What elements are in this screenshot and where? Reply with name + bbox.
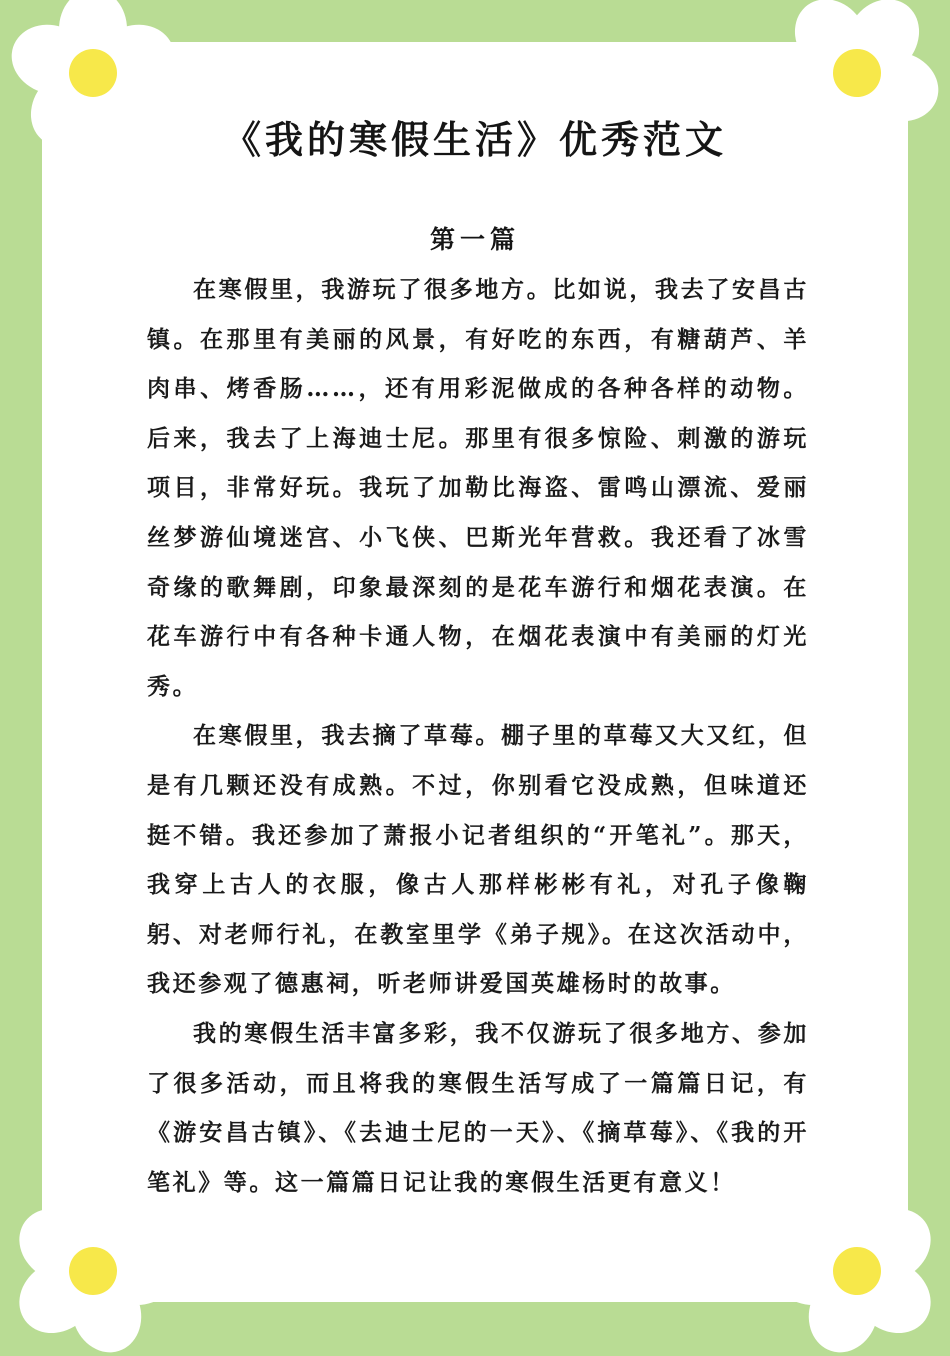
daisy-flower-icon (772, 1186, 942, 1356)
section-heading: 第一篇 (429, 225, 520, 254)
paragraph-3: 我的寒假生活丰富多彩，我不仅游玩了很多地方、参加了很多活动，而且将我的寒假生活写成了一篇篇日记，有《游安昌古镇》、《去迪士尼的一天》、《摘草莓》、《我的开笔礼》等。这一篇篇日记让我的寒假生活更有意义！ (147, 1019, 809, 1196)
paragraph-1: 在寒假里，我游玩了很多地方。比如说，我去了安昌古镇。在那里有美丽的风景，有好吃的东西，有糖葫芦、羊肉串、烤香肠……，还有用彩泥做成的各种各样的动物。后来，我去了上海迪士尼。那里有很多惊险、刺激的游玩项目，非常好玩。我玩了加勒比海盗、雷鸣山漂流、爱丽丝梦游仙境迷宫、小飞侠、巴斯光年营救。我还看了冰雪奇缘的歌舞剧，印象最深刻的是花车游行和烟花表演。在花车游行中有各种卡通人物，在烟花表演中有美丽的灯光秀。 (147, 276, 809, 700)
document-title: 《我的寒假生活》优秀范文 (222, 117, 727, 162)
paragraph-2: 在寒假里，我去摘了草莓。棚子里的草莓又大又红，但是有几颗还没有成熟。不过，你别看它没成熟，但味道还挺不错。我还参加了萧报小记者组织的“开笔礼”。那天，我穿上古人的衣服，像古人那样彬彬有礼，对孔子像鞠躬、对老师行礼，在教室里学《弟子规》。在这次活动中，我还参观了德惠祠，听老师讲爱国英雄杨时的故事。 (147, 722, 809, 998)
daisy-flower-icon (8, 1186, 178, 1356)
essay-body (147, 265, 809, 1207)
